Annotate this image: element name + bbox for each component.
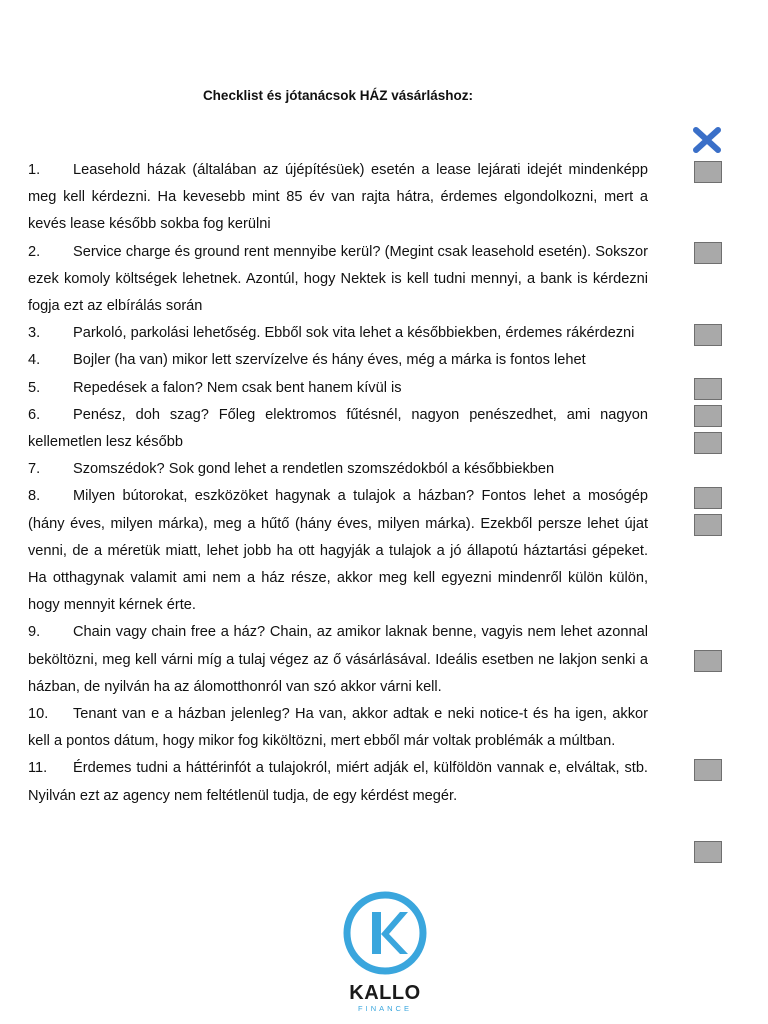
list-item: 2. Service charge és ground rent mennyibe kerül? (Megint csak leasehold esetén). Sokszor ezek komoly költségek lehetnek. Azontúl, hogy Nektek is kell tudni mennyi, a bank is kérdezni fogja ezt az elbírálás során <box>28 243 648 315</box>
list-item: 6. Penész, doh szag? Főleg elektromos fűtésnél, nagyon penészedhet, ami nagyon kellemetlen lesz később <box>28 406 648 451</box>
list-item: 3. Parkoló, parkolási lehetőség. Ebből sok vita lehet a későbbiekben, érdemes rákérdezni <box>28 325 635 342</box>
list-item: 9. Chain vagy chain free a ház? Chain, az amikor laknak benne, vagyis nem lehet azonnal beköltözni, meg kell várni míg a tulaj végez az ő vásárlásával. Ideális esetben ne lakjon senki a házban, de nyilván ha az álomotthonról van szó akkor várni kell. <box>28 624 648 695</box>
list-item: 8. Milyen bútorokat, eszközöket hagynak a tulajok a házban? Fontos lehet a mosógép (hány éves, milyen márka), meg a hűtő (hány éves, milyen márka). Ezekből persze lehet újat venni, de a méretük miatt, lehet jobb ha ott hagyják a tulajok a jó állapotú háztartási gépeket. Ha otthagynak valamit ami nem a ház része, akkor meg kell egyezni mindenről külön külön, hogy mennyit kérnek érte. <box>28 488 648 614</box>
checklist <box>28 157 648 810</box>
checkbox-item-6[interactable] <box>694 432 722 454</box>
list-item: 10. Tenant van e a házban jelenleg? Ha van, akkor adtak e neki notice-t és ha igen, akkor kell a pontos dátum, hogy mikor fog kiköltözni, mert ebből már voltak problémák a múltban. <box>28 706 648 750</box>
company-logo <box>330 890 440 1020</box>
checkbox-item-8[interactable] <box>694 514 722 536</box>
checkbox-item-7[interactable] <box>694 487 722 509</box>
logo-k-icon <box>342 890 428 976</box>
checkbox-item-2[interactable] <box>694 242 722 264</box>
page-title: Checklist és jótanácsok HÁZ vásárláshoz: <box>202 88 474 103</box>
checkbox-item-3[interactable] <box>694 324 722 346</box>
close-icon[interactable] <box>692 127 722 153</box>
checkbox-item-5[interactable] <box>694 405 722 427</box>
list-item: 1. Leasehold házak (általában az újépítésüek) esetén a lease lejárati idejét mindenképp meg kell kérdezni. Ha kevesebb mint 85 év van rajta hátra, érdemes elgondolkozni, mert a kevés lease később sokba fog kerülni <box>28 162 648 233</box>
checkbox-item-4[interactable] <box>694 378 722 400</box>
checkbox-item-11[interactable] <box>694 841 722 863</box>
list-item: 7. Szomszédok? Sok gond lehet a rendetlen szomszédokból a későbbiekben <box>28 461 555 478</box>
logo-brand: KALLO <box>349 982 421 1004</box>
list-item: 11. Érdemes tudni a háttérinfót a tulajokról, miért adják el, külföldön vannak e, elváltak, stb. Nyilván ezt az agency nem feltétlenül tudja, de egy kérdést megér. <box>28 760 648 804</box>
list-item: 5. Repedések a falon? Nem csak bent hanem kívül is <box>28 379 402 396</box>
checkbox-item-1[interactable] <box>694 161 722 183</box>
checkbox-item-10[interactable] <box>694 759 722 781</box>
checkbox-item-9[interactable] <box>694 650 722 672</box>
logo-subtitle: FINANCE <box>358 1004 412 1013</box>
list-item: 4. Bojler (ha van) mikor lett szervízelve és hány éves, még a márka is fontos lehet <box>28 352 586 369</box>
